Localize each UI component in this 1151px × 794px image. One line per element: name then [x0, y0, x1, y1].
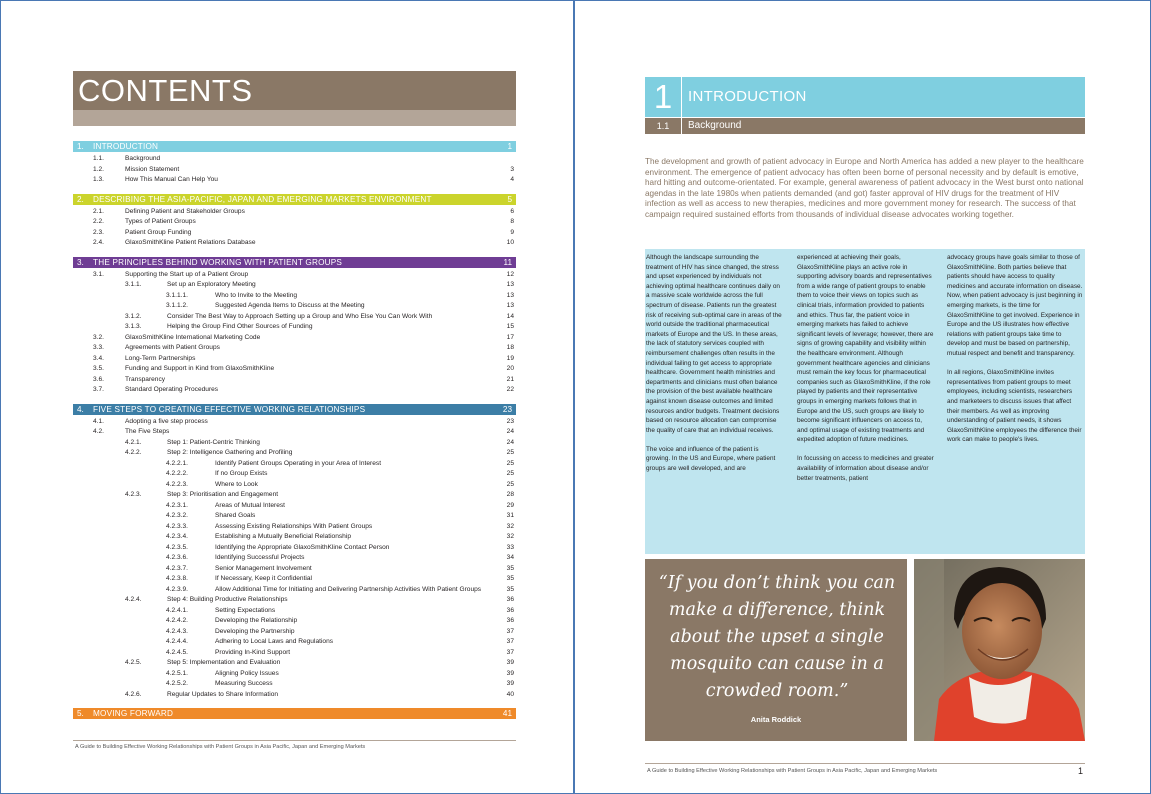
- toc-entry-title: Shared Goals: [215, 512, 256, 519]
- page-divider: [573, 0, 575, 794]
- toc-entry-title: Standard Operating Procedures: [125, 386, 219, 393]
- toc-entry-page: 14: [506, 312, 514, 320]
- toc-entry[interactable]: [73, 690, 516, 701]
- toc-entry-title: Aligning Policy Issues: [215, 669, 279, 677]
- portrait-photo: [914, 559, 1085, 741]
- toc-entry[interactable]: [73, 564, 516, 575]
- toc-entry-title: Where to Look: [215, 480, 258, 488]
- toc-entry[interactable]: [73, 480, 516, 491]
- toc-entry[interactable]: [73, 322, 516, 333]
- right-footer-rule: [645, 763, 1085, 764]
- toc-entry-number: 4.2.4.1.: [166, 606, 188, 614]
- toc-entry-title: Step 5: Implementation and Evaluation: [167, 659, 281, 666]
- toc-entry-page: 6: [510, 207, 514, 215]
- body-column-3: [947, 253, 1084, 454]
- toc-entry-page: 39: [506, 669, 514, 677]
- toc-entry-title: Identify Patient Groups Operating in your Area of Interest: [215, 459, 382, 467]
- toc-entry-page: 3: [510, 165, 514, 173]
- toc-entry[interactable]: [73, 501, 516, 512]
- toc-section-header[interactable]: [73, 708, 516, 719]
- body-paragraph: experienced at achieving their goals, GlaxoSmithKline plays an active role in supporting advisory boards and representatives from a wide range of patient groups to enable them to voice their views on topics such as clinical trials, information provided to patients and ethics. Thus far, the patient voice in emerging markets has failed to achieve significant levels of leverage; however, there are signs of growing capability and visibility within the healthcare environment. Although government healthcare agencies and clinicians must remain the key focus for pharmaceutical companies such as GlaxoSmithKline, if the role played by patients and their representative groups in emerging markets follows that in Europe and the US, such groups are likely to become significant influencers on access to, and optimal usage of existing treatments and expedited adoption of future medicines.: [797, 254, 934, 444]
- toc-entry-number: 2.3.: [93, 228, 104, 236]
- toc-entry-number: 4.2.3.8.: [166, 575, 188, 582]
- toc-entry-title: Measuring Success: [215, 680, 273, 687]
- toc-entry-number: 4.1.: [93, 417, 104, 425]
- toc-entry-page: 24: [506, 428, 514, 435]
- toc-entry[interactable]: [73, 207, 516, 218]
- toc-entry-page: 24: [506, 438, 514, 446]
- toc-entry[interactable]: [73, 228, 516, 239]
- chapter-number: 1: [645, 77, 682, 117]
- toc-entry-title: How This Manual Can Help You: [125, 176, 218, 183]
- toc-entry[interactable]: [73, 385, 516, 396]
- toc-entry[interactable]: [73, 679, 516, 690]
- toc-entry-title: Transparency: [125, 375, 166, 383]
- toc-entry[interactable]: [73, 669, 516, 680]
- toc-section-page: 11: [503, 257, 512, 267]
- toc-entry-number: 4.2.3.4.: [166, 533, 188, 540]
- toc-entry-number: 4.2.5.1.: [166, 669, 188, 677]
- toc-entry-page: 35: [506, 564, 514, 572]
- toc-entry-page: 17: [506, 333, 514, 341]
- toc-entry-number: 2.4.: [93, 239, 104, 246]
- toc-entry-number: 4.2.3.: [125, 491, 142, 498]
- toc-entry[interactable]: [73, 637, 516, 648]
- toc-entry-page: 34: [506, 554, 514, 561]
- toc-entry-page: 21: [506, 375, 514, 383]
- toc-entry-title: Agreements with Patient Groups: [125, 344, 220, 351]
- toc-entry-number: 4.2.3.3.: [166, 522, 188, 530]
- quote-author: Anita Roddick: [750, 715, 802, 724]
- toc-entry-title: Assessing Existing Relationships With Patient Groups: [215, 522, 373, 530]
- toc-section-page: 41: [502, 709, 512, 718]
- toc-entry-page: 8: [510, 218, 514, 225]
- toc-entry-title: Funding and Support in Kind from GlaxoSmithKline: [125, 365, 275, 372]
- toc-entry-number: 1.1.: [93, 155, 104, 162]
- toc-entry[interactable]: [73, 438, 516, 449]
- body-paragraph: In focussing on access to medicines and greater availability of information about disease and/or better treatments, patient: [797, 455, 934, 482]
- toc-entry-number: 3.2.: [93, 333, 104, 341]
- toc-entry-page: 37: [506, 648, 514, 656]
- toc-entry-title: If no Group Exists: [215, 470, 268, 477]
- toc-entry-page: 23: [506, 417, 514, 425]
- toc-entry-title: Step 1: Patient-Centric Thinking: [167, 438, 260, 446]
- toc-entry[interactable]: [73, 658, 516, 669]
- toc-entry[interactable]: [73, 469, 516, 480]
- toc-entry[interactable]: [73, 511, 516, 522]
- toc-entry-number: 4.2.5.: [125, 659, 142, 666]
- toc-entry-title: Identifying Successful Projects: [215, 554, 305, 561]
- toc-entry-number: 4.2.3.2.: [166, 512, 188, 519]
- toc-entry-title: Adhering to Local Laws and Regulations: [215, 638, 334, 645]
- toc-entry-page: 13: [506, 291, 514, 299]
- toc-entry-title: Establishing a Mutually Beneficial Relationship: [215, 533, 351, 540]
- toc-entry-page: 39: [506, 680, 514, 687]
- toc-entry-page: 9: [510, 228, 514, 236]
- toc-entry-number: 4.2.2.3.: [166, 480, 188, 488]
- body-paragraph: The voice and influence of the patient is growing. In the US and Europe, where patient groups are well developed, and are: [646, 445, 776, 473]
- toc-entry-page: 37: [506, 638, 514, 645]
- toc-section-page: 1: [507, 142, 512, 151]
- page-number: 1: [1078, 766, 1084, 776]
- toc-entry-number: 3.1.1.1.: [166, 291, 188, 299]
- toc-section-header[interactable]: [73, 141, 516, 152]
- toc-entry-page: 19: [506, 354, 514, 362]
- toc-entry[interactable]: [73, 270, 516, 281]
- table-of-contents: [73, 141, 516, 721]
- toc-entry-page: 25: [506, 480, 514, 488]
- toc-entry-number: 1.3.: [93, 176, 104, 183]
- section-number: 1.1: [645, 118, 682, 134]
- toc-entry-number: 4.2.3.1.: [166, 501, 188, 509]
- toc-entry[interactable]: [73, 343, 516, 354]
- toc-entry-number: 4.2.4.3.: [166, 627, 188, 635]
- toc-entry-number: 4.2.6.: [125, 690, 142, 698]
- toc-entry-number: 4.2.2.1.: [166, 459, 188, 467]
- toc-entry[interactable]: [73, 375, 516, 386]
- toc-section-number: 2.: [77, 194, 84, 204]
- toc-entry[interactable]: [73, 459, 516, 470]
- toc-entry-number: 4.2.4.2.: [166, 617, 188, 624]
- toc-entry-number: 4.2.2.2.: [166, 470, 188, 477]
- toc-entry[interactable]: [73, 165, 516, 176]
- toc-entry-page: 33: [506, 543, 514, 551]
- toc-entry-title: Adopting a five step process: [125, 417, 208, 425]
- toc-entry-page: 37: [506, 627, 514, 635]
- toc-entry-page: 36: [506, 596, 514, 603]
- toc-entry-title: Who to Invite to the Meeting: [215, 291, 298, 299]
- toc-entry-page: 36: [506, 606, 514, 614]
- toc-entry-page: 20: [506, 365, 514, 372]
- toc-entry[interactable]: [73, 574, 516, 585]
- toc-entry-number: 1.2.: [93, 165, 104, 173]
- toc-entry-number: 4.2.3.5.: [166, 543, 188, 551]
- toc-entry-number: 3.1.2.: [125, 312, 142, 320]
- toc-section-title: INTRODUCTION: [93, 142, 159, 151]
- toc-entry[interactable]: [73, 606, 516, 617]
- toc-entry-number: 4.2.3.9.: [166, 585, 188, 593]
- chapter-title: INTRODUCTION: [688, 88, 807, 105]
- toc-entry-title: If Necessary, Keep it Confidential: [215, 575, 312, 582]
- toc-entry-title: Defining Patient and Stakeholder Groups: [125, 207, 245, 215]
- toc-entry[interactable]: [73, 448, 516, 459]
- toc-entry-page: 29: [506, 501, 514, 509]
- left-footer-rule: [73, 740, 516, 741]
- toc-entry-number: 2.1.: [93, 207, 104, 215]
- toc-entry[interactable]: [73, 291, 516, 302]
- contents-title: CONTENTS: [78, 73, 253, 108]
- toc-entry-number: 3.5.: [93, 365, 104, 372]
- toc-section-number: 1.: [77, 142, 84, 151]
- toc-entry-number: 3.6.: [93, 375, 104, 383]
- toc-entry[interactable]: [73, 333, 516, 344]
- body-paragraph: In all regions, GlaxoSmithKline invites representatives from patient groups to meet employees, including scientists, researchers and marketeers to discuss issues that affect their members. As well as improving understanding of patient needs, it shows GlaxoSmithKline employees the difference their work can make to people's lives.: [947, 369, 1082, 444]
- toc-entry-title: Set up an Exploratory Meeting: [167, 281, 256, 288]
- toc-entry-page: 13: [506, 281, 514, 288]
- contents-banner: [73, 71, 516, 110]
- toc-entry-number: 4.2.: [93, 428, 104, 435]
- toc-entry-page: 31: [506, 512, 514, 519]
- toc-entry-number: 4.2.3.6.: [166, 554, 188, 561]
- toc-entry-title: Supporting the Start up of a Patient Group: [125, 270, 249, 278]
- toc-entry-title: Patient Group Funding: [125, 228, 192, 236]
- toc-entry-page: 18: [506, 344, 514, 351]
- pull-quote: “If you don’t think you can make a difference, think about the upset a single mosquito can cause in a crowded room.”: [658, 573, 896, 701]
- toc-section-title: FIVE STEPS TO CREATING EFFECTIVE WORKING RELATIONSHIPS: [93, 404, 366, 414]
- toc-entry[interactable]: [73, 627, 516, 638]
- toc-entry-page: 22: [506, 386, 514, 393]
- toc-entry-title: Areas of Mutual Interest: [215, 501, 286, 509]
- toc-section-page: 5: [507, 194, 512, 204]
- toc-section-page: 23: [502, 404, 512, 414]
- toc-entry-title: Identifying the Appropriate GlaxoSmithKline Contact Person: [215, 543, 390, 551]
- toc-section-header[interactable]: [73, 194, 516, 205]
- left-footer: A Guide to Building Effective Working Relationships with Patient Groups in Asia Pacific, Japan and Emerging Markets: [75, 744, 366, 750]
- toc-entry-title: Allow Additional Time for Initiating and Delivering Partnership Activities With Patient Groups: [215, 585, 482, 593]
- toc-entry[interactable]: [73, 175, 516, 186]
- toc-entry[interactable]: [73, 427, 516, 438]
- toc-entry-number: 4.2.4.: [125, 596, 142, 603]
- toc-entry-title: Setting Expectations: [215, 606, 276, 614]
- toc-entry-title: Consider The Best Way to Approach Setting up a Group and Who Else You Can Work With: [167, 312, 433, 320]
- toc-entry-number: 3.4.: [93, 354, 104, 362]
- toc-entry[interactable]: [73, 364, 516, 375]
- toc-section-number: 4.: [77, 404, 84, 414]
- toc-entry[interactable]: [73, 553, 516, 564]
- toc-entry[interactable]: [73, 648, 516, 659]
- toc-entry[interactable]: [73, 585, 516, 596]
- toc-entry-title: The Five Steps: [125, 428, 170, 435]
- toc-entry-title: Suggested Agenda Items to Discuss at the Meeting: [215, 302, 365, 309]
- toc-entry-title: Background: [125, 155, 161, 162]
- toc-entry-number: 3.3.: [93, 344, 104, 351]
- toc-entry-page: 39: [506, 659, 514, 666]
- toc-entry[interactable]: [73, 354, 516, 365]
- toc-entry-number: 3.7.: [93, 386, 104, 393]
- toc-entry-page: 25: [506, 470, 514, 477]
- toc-entry-title: Step 3: Prioritisation and Engagement: [167, 491, 279, 498]
- toc-entry-number: 3.1.1.2.: [166, 302, 188, 309]
- toc-entry-page: 28: [506, 491, 514, 498]
- toc-entry-page: 25: [506, 459, 514, 467]
- toc-entry-page: 32: [506, 522, 514, 530]
- toc-entry-page: 35: [506, 575, 514, 582]
- portrait-illustration: [914, 559, 1085, 741]
- toc-entry[interactable]: [73, 543, 516, 554]
- toc-entry-title: Providing In-Kind Support: [215, 648, 291, 656]
- toc-entry-page: 13: [506, 302, 514, 309]
- toc-entry-number: 4.2.5.2.: [166, 680, 188, 687]
- toc-entry-page: 25: [506, 449, 514, 456]
- toc-entry[interactable]: [73, 490, 516, 501]
- toc-entry-page: 12: [506, 270, 514, 278]
- toc-entry[interactable]: [73, 312, 516, 323]
- toc-entry-number: 2.2.: [93, 218, 104, 225]
- toc-entry-title: Regular Updates to Share Information: [167, 690, 279, 698]
- right-footer: A Guide to Building Effective Working Relationships with Patient Groups in Asia Pacific, Japan and Emerging Markets: [647, 768, 938, 774]
- toc-entry-title: Long-Term Partnerships: [125, 354, 196, 362]
- section-title: Background: [688, 120, 742, 131]
- toc-entry-number: 3.1.3.: [125, 323, 142, 330]
- toc-section-title: THE PRINCIPLES BEHIND WORKING WITH PATIENT GROUPS: [93, 257, 343, 267]
- toc-entry[interactable]: [73, 154, 516, 165]
- body-paragraph: Although the landscape surrounding the treatment of HIV has since changed, the stress and upset experienced by individuals not achieving optimal healthcare continues daily on a massive scale worldwide across the full spectrum of disease. Patients run the greatest risk of receiving sub-optimal care in areas of the world outside the traditional pharmaceutical markets of Europe and the US. In these areas, the lack of statutory services coupled with reimbursement challenges often results in the individual failing to get access to appropriate healthcare. Government health ministries and departments and clinicians must often balance the provision of the best available healthcare against known disease outcomes and limited resources and/or budgets. Treatment decisions based on resource allocation can compromise the quality of care that an individual receives.: [646, 254, 782, 434]
- toc-entry-title: Developing the Relationship: [215, 617, 298, 624]
- lead-paragraph: The development and growth of patient advocacy in Europe and North America has added a new player to the healthcare environment. The emergence of patient advocacy has often been borne of personal necessity and by default is emotive, hard hitting and outcome-orientated. For example, general awareness of patient advocacy in the West burst onto national agendas in the late 1980s when patients demanded (and got) faster approval of HIV drugs for the treatment of HIV infection as well as access to new therapies, medicines and more government money for research. The success of that campaign required sustained efforts from thousands of individual disease advocates working together.: [645, 157, 1084, 219]
- toc-entry-page: 4: [510, 176, 514, 183]
- toc-entry-title: GlaxoSmithKline Patient Relations Database: [125, 239, 256, 246]
- toc-entry-title: Developing the Partnership: [215, 627, 295, 635]
- toc-entry-number: 4.2.2.: [125, 449, 142, 456]
- toc-entry-page: 40: [506, 690, 514, 698]
- toc-section-title: DESCRIBING THE ASIA-PACIFIC, JAPAN AND EMERGING MARKETS ENVIRONMENT: [93, 194, 432, 204]
- toc-entry-number: 3.1.: [93, 270, 104, 278]
- toc-entry-number: 4.2.3.7.: [166, 564, 188, 572]
- toc-section-number: 3.: [77, 257, 84, 267]
- toc-entry-number: 4.2.4.5.: [166, 648, 188, 656]
- toc-entry-title: Senior Management Involvement: [215, 564, 312, 572]
- toc-section-title: MOVING FORWARD: [93, 709, 174, 718]
- toc-entry-number: 3.1.1.: [125, 281, 142, 288]
- toc-entry-number: 4.2.1.: [125, 438, 142, 446]
- toc-section-number: 5.: [77, 709, 84, 718]
- toc-entry-title: Mission Statement: [125, 165, 180, 173]
- toc-entry[interactable]: [73, 417, 516, 428]
- toc-entry-page: 15: [506, 323, 514, 330]
- toc-entry-title: Helping the Group Find Other Sources of Funding: [167, 323, 313, 330]
- toc-section-header[interactable]: [73, 257, 516, 268]
- toc-entry[interactable]: [73, 280, 516, 291]
- toc-entry[interactable]: [73, 522, 516, 533]
- toc-entry[interactable]: [73, 301, 516, 312]
- contents-sub-band: [73, 110, 516, 126]
- toc-entry-page: 35: [506, 585, 514, 593]
- toc-entry[interactable]: [73, 238, 516, 249]
- toc-entry[interactable]: [73, 616, 516, 627]
- body-column-2: [797, 253, 934, 493]
- body-paragraph: advocacy groups have goals similar to those of GlaxoSmithKline. Both parties believe that patients should have access to quality medicines and accurate information on disease. Now, when patient advocacy is just beginning in emerging markets, is the time for GlaxoSmithKline to get involved. Experience in Europe and the US illustrates how effective relations with patient groups take time to develop and must be based on partnership, mutual respect and benefit and transparency.: [947, 254, 1083, 357]
- toc-entry-title: Step 4: Building Productive Relationships: [167, 596, 288, 603]
- toc-entry[interactable]: [73, 595, 516, 606]
- toc-entry-page: 10: [506, 239, 514, 246]
- toc-entry-page: 32: [506, 533, 514, 540]
- toc-entry[interactable]: [73, 217, 516, 228]
- toc-entry-number: 4.2.4.4.: [166, 638, 188, 645]
- toc-entry-title: GlaxoSmithKline International Marketing Code: [125, 333, 261, 341]
- toc-entry-title: Types of Patient Groups: [125, 218, 196, 225]
- toc-section-header[interactable]: [73, 404, 516, 415]
- toc-entry-title: Step 2: Intelligence Gathering and Profiling: [167, 449, 293, 456]
- body-column-1: [646, 253, 783, 483]
- toc-entry[interactable]: [73, 532, 516, 543]
- toc-entry-page: 36: [506, 617, 514, 624]
